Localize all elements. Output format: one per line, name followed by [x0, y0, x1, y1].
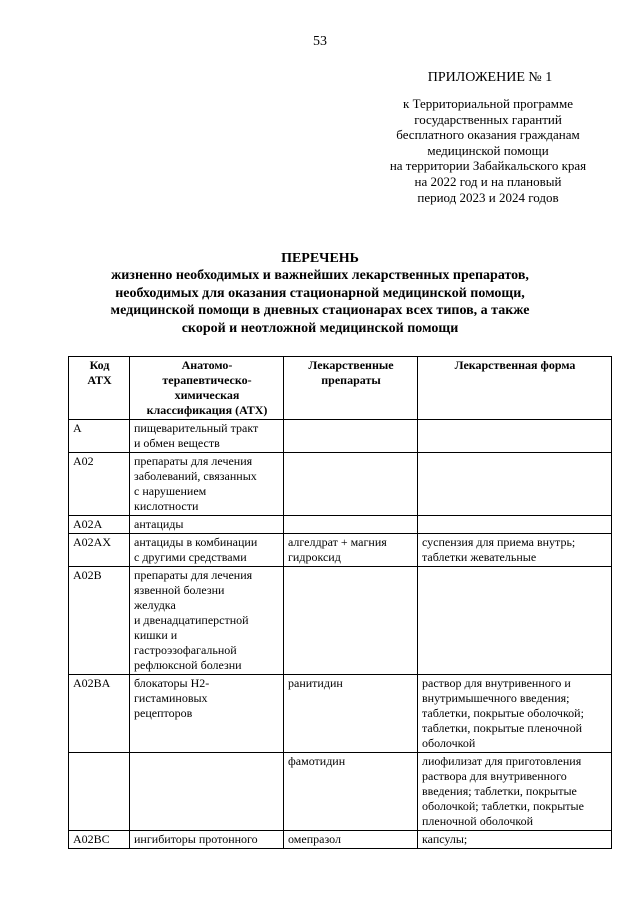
classification-cell	[130, 453, 284, 516]
medicines-table	[68, 356, 612, 849]
table-row	[69, 420, 612, 453]
table-row	[69, 753, 612, 831]
classification-text: рефлюксной болезни	[134, 658, 242, 672]
atc-code-cell	[69, 831, 130, 849]
table-row	[69, 675, 612, 753]
classification-cell	[130, 831, 284, 849]
header-drugs	[284, 357, 418, 420]
dosage-form-text: капсулы;	[422, 832, 468, 846]
annex-line: к Территориальной программе	[403, 96, 573, 111]
title-heading: ПЕРЕЧЕНЬ	[281, 251, 359, 266]
atc-code-cell	[69, 420, 130, 453]
atc-code-cell	[69, 453, 130, 516]
annex-line: бесплатного оказания гражданам	[396, 127, 580, 143]
classification-text: гистаминовых	[134, 691, 208, 705]
title-line: необходимых для оказания стационарной медицинской помощи,	[115, 285, 525, 301]
header-label: терапевтическо-	[162, 373, 252, 387]
classification-text: гастроэзофагальной	[134, 643, 237, 657]
header-label: АТХ	[87, 373, 112, 387]
table-row	[69, 534, 612, 567]
table-body	[69, 420, 612, 849]
classification-text: и двенадцатиперстной	[134, 613, 249, 627]
annex-line: на территории Забайкальского края	[389, 158, 587, 174]
annex-line: государственных гарантий	[414, 111, 562, 127]
dosage-form-cell	[418, 534, 612, 567]
classification-text: препараты для лечения	[134, 568, 253, 582]
dosage-form-text: пленочной оболочкой	[422, 814, 534, 828]
dosage-form-cell	[418, 567, 612, 675]
header-dosage-form	[418, 357, 612, 420]
drug-cell	[284, 675, 418, 753]
classification-text: рецепторов	[134, 706, 193, 720]
atc-code-cell	[69, 567, 130, 675]
annex-title: ПРИЛОЖЕНИЕ № 1	[427, 70, 553, 85]
dosage-form-text: оболочкой	[422, 736, 476, 750]
header-atc-code	[69, 357, 130, 420]
drug-cell	[284, 516, 418, 534]
atc-code-cell	[69, 534, 130, 567]
table-row	[69, 453, 612, 516]
atc-code-cell	[69, 516, 130, 534]
classification-cell	[130, 567, 284, 675]
header-label: Анатомо-	[181, 358, 233, 372]
atc-code-cell	[69, 675, 130, 753]
annex-line: период 2023 и 2024 годов	[417, 189, 559, 205]
drug-cell	[284, 453, 418, 516]
drug-name: омепразол	[288, 832, 341, 846]
header-label: препараты	[321, 373, 381, 387]
table-row	[69, 831, 612, 849]
classification-cell	[130, 516, 284, 534]
table-header	[69, 357, 612, 420]
classification-cell	[130, 675, 284, 753]
drug-cell	[284, 831, 418, 849]
header-atc-classification	[130, 357, 284, 420]
header-row	[69, 357, 612, 420]
header-label: классификация (АТХ)	[146, 403, 268, 417]
classification-text: ингибиторы протонного	[134, 832, 258, 846]
header-label: химическая	[174, 388, 240, 402]
table-row	[69, 516, 612, 534]
atc-code-cell	[69, 753, 130, 831]
dosage-form-cell	[418, 453, 612, 516]
header-label: Код	[89, 358, 110, 372]
classification-text: антациды	[134, 517, 184, 531]
drug-cell	[284, 753, 418, 831]
annex-description	[366, 96, 610, 205]
drug-name: алгелдрат + магния	[288, 535, 387, 549]
classification-text: с нарушением	[134, 484, 207, 498]
document-title	[60, 250, 580, 337]
atc-code: A02BA	[73, 676, 111, 690]
classification-text: пищеварительный тракт	[134, 421, 259, 435]
drug-cell	[284, 567, 418, 675]
header-label: Лекарственная форма	[454, 358, 576, 372]
title-line: жизненно необходимых и важнейших лекарственных препаратов,	[111, 268, 529, 284]
table-row	[69, 567, 612, 675]
classification-cell	[130, 420, 284, 453]
atc-code: A02A	[73, 517, 103, 531]
atc-code: A02AX	[73, 535, 111, 549]
classification-cell	[130, 753, 284, 831]
drug-cell	[284, 534, 418, 567]
dosage-form-cell	[418, 420, 612, 453]
classification-text: антациды в комбинации	[134, 535, 258, 549]
atc-code: A02B	[73, 568, 102, 582]
drug-name: ранитидин	[288, 676, 343, 690]
classification-text: и обмен веществ	[134, 436, 220, 450]
classification-text: кишки и	[134, 628, 178, 642]
dosage-form-text: оболочкой; таблетки, покрытые	[422, 799, 584, 813]
classification-text: заболеваний, связанных	[134, 469, 257, 483]
dosage-form-text: внутримышечного введения;	[422, 691, 570, 705]
dosage-form-cell	[418, 675, 612, 753]
classification-text: кислотности	[134, 499, 199, 513]
classification-text: с другими средствами	[134, 550, 247, 564]
atc-code: A	[73, 421, 82, 435]
annex-line: медицинской помощи	[427, 142, 549, 158]
classification-text: язвенной болезни	[134, 583, 225, 597]
drug-cell	[284, 420, 418, 453]
dosage-form-cell	[418, 831, 612, 849]
title-line: скорой и неотложной медицинской помощи	[181, 320, 459, 336]
drug-name: фамотидин	[288, 754, 346, 768]
dosage-form-text: раствора для внутривенного	[422, 769, 567, 783]
dosage-form-text: таблетки, покрытые оболочкой;	[422, 706, 584, 720]
dosage-form-cell	[418, 753, 612, 831]
classification-cell	[130, 534, 284, 567]
page-number: 53	[313, 34, 327, 49]
dosage-form-text: таблетки жевательные	[422, 550, 537, 564]
dosage-form-text: лиофилизат для приготовления	[422, 754, 582, 768]
title-line: медицинской помощи в дневных стационарах всех типов, а также	[110, 303, 530, 319]
classification-text: желудка	[134, 598, 176, 612]
classification-text: препараты для лечения	[134, 454, 253, 468]
dosage-form-text: введения; таблетки, покрытые	[422, 784, 577, 798]
drug-name: гидроксид	[288, 550, 341, 564]
dosage-form-text: таблетки, покрытые пленочной	[422, 721, 583, 735]
dosage-form-cell	[418, 516, 612, 534]
atc-code: A02	[73, 454, 94, 468]
dosage-form-text: раствор для внутривенного и	[422, 676, 571, 690]
atc-code: A02BC	[73, 832, 110, 846]
dosage-form-text: суспензия для приема внутрь;	[422, 535, 576, 549]
header-label: Лекарственные	[308, 358, 394, 372]
annex-line: на 2022 год и на плановый	[414, 173, 562, 189]
classification-text: блокаторы H2-	[134, 676, 210, 690]
